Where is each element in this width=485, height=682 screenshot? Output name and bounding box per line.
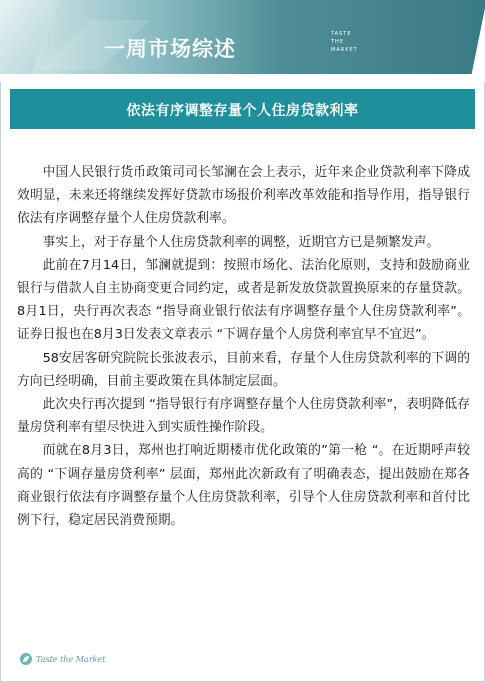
brand-line: THE [331,39,344,45]
brand-wordmark [331,30,377,54]
header-band [0,0,485,82]
header-background [0,0,485,82]
article-paragraph: 此前在7月14日，邹澜就提到：按照市场化、法治化原则，支持和鼓励商业银行与借款人自主协商变更合同约定，或者是新发放贷款置换原来的存量贷款。8月1日，央行再次表态 “指导商业银行依法有序调整存量个人住房贷款利率”。证券日报也在8月3日发表文章表示 “下调存量个人房贷利率宜早不宜迟”。 [17,257,470,343]
section-title: 一周市场综述 [104,37,236,61]
article-paragraph: 而就在8月3日，郑州也打响近期楼市优化政策的”第一枪 “。在近期呼声较高的 “下调存量房贷利率” 层面，郑州此次新政有了明确表态，提出鼓励在郑各商业银行依法有序调整存量个人住房贷款利率，引导个人住房贷款利率和首付比例下行，稳定居民消费预期。 [17,443,470,529]
leaf-icon [20,653,32,665]
footer-logo [20,653,105,665]
headline-banner [10,89,475,129]
headline-title: 依法有序调整存量个人住房贷款利率 [126,103,359,119]
article-body [17,161,470,532]
brand-line: TASTE [331,31,352,37]
article-paragraph: 中国人民银行货币政策司司长邹澜在会上表示，近年来企业贷款利率下降成效明显，未来还将继续发挥好贷款市场报价利率改革效能和指导作用，指导银行依法有序调整存量个人住房贷款利率。 [17,165,470,227]
article-paragraph: 此次央行再次提到 “指导银行有序调整存量个人住房贷款利率”，表明降低存量房贷利率有望尽快进入到实质性操作阶段。 [17,397,470,436]
article-paragraph: 58安居客研究院院长张波表示，目前来看，存量个人住房贷款利率的下调的方向已经明确，目前主要政策在具体制定层面。 [17,350,470,389]
brand-line: MARKET [331,47,358,53]
article-paragraph: 事实上，对于存量个人住房贷款利率的调整，近期官方已是频繁发声。 [42,234,440,250]
footer-logo-text: Taste the Market [36,654,106,664]
